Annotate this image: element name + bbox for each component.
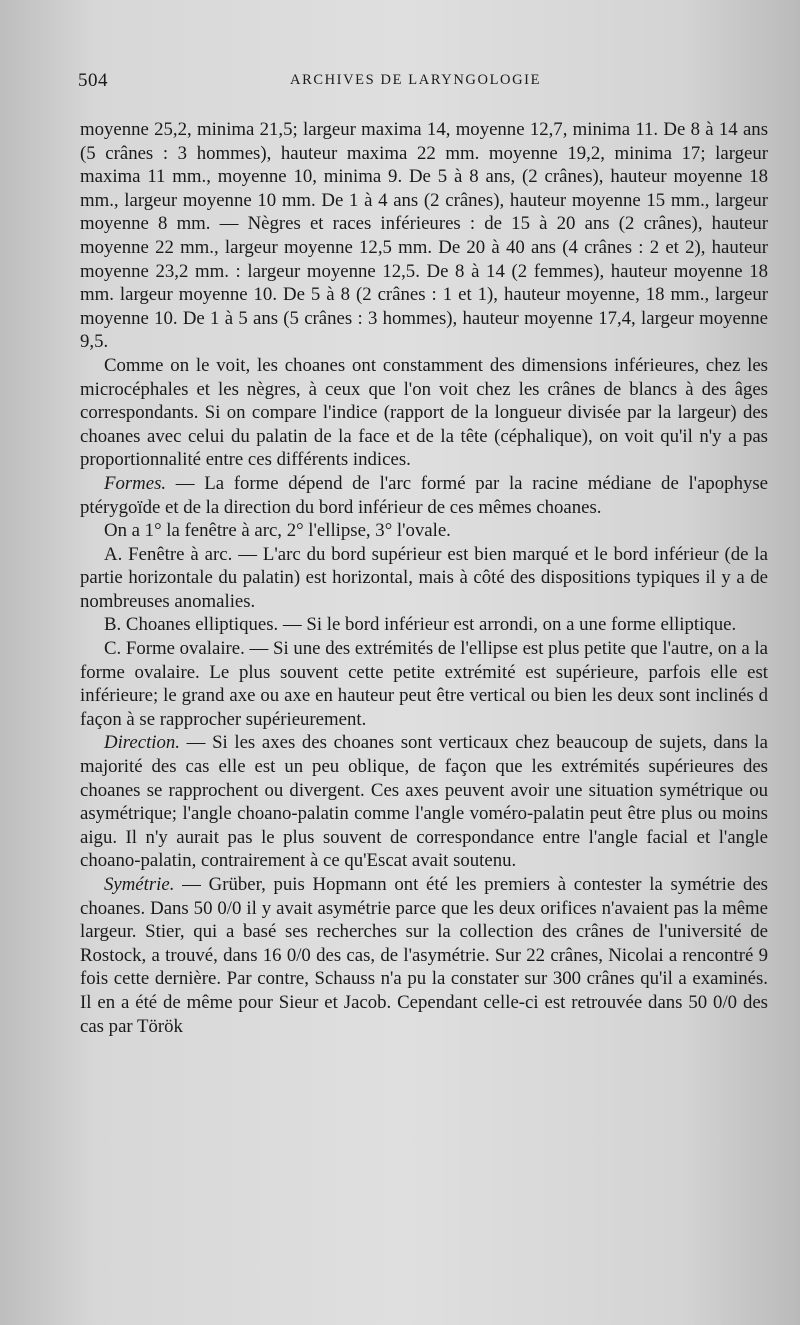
body-text: [80, 118, 768, 1038]
paragraph-text: — La forme dépend de l'arc formé par la racine médiane de l'apophyse ptérygoïde et de la direction du bord inférieur de ces mêmes choanes.: [80, 472, 768, 518]
paragraph-ovalaire: [80, 637, 768, 731]
paragraph-text: B. Choanes elliptiques. — Si le bord inférieur est arrondi, on a une forme elliptique.: [104, 614, 737, 636]
journal-title: ARCHIVES DE LARYNGOLOGIE: [290, 72, 542, 88]
paragraph-form-list: [80, 519, 768, 543]
section-lead: Formes.: [104, 472, 167, 494]
paragraph-text: C. Forme ovalaire. — Si une des extrémités de l'ellipse est plus petite que l'autre, on a la forme ovalaire. Le plus souvent cette petite extrémité est supérieure, parfois elle est inférieure; le grand axe ou axe en hauteur peut être vertical ou bien les deux sont inclinés d façon à se rapprocher supérieurement.: [80, 638, 768, 730]
paragraph-text: Comme on le voit, les choanes ont constamment des dimensions inférieures, chez les microcéphales et les nègres, à ceux que l'on voit chez les crânes de blancs à des âges correspondants. Si on compare l'indice (rapport de la longueur divisée par la largeur) des choanes avec celui du palatin de la face et de la tête (céphalique), on voit qu'il n'y a pas proportionnalité entre ces différents indices.: [80, 354, 768, 471]
paragraph-text: — Grüber, puis Hopmann ont été les premiers à contester la symétrie des choanes. Dans 50 0/0 il y avait asymétrie parce que les deux orifices n'avaient pas la même largeur. Stier, qui a basé ses recherches sur la collection des crânes de l'université de Rostock, a trouvé, dans 16 0/0 des cas, de l'asymétrie. Sur 22 crânes, Nicolai a rencontré 9 fois cette dernière. Par contre, Schauss n'a pu la constater sur 300 crânes qu'il a examinés. Il en a été de même pour Sieur et Jacob. Cependant celle-ci est retrouvée dans 50 0/0 des cas par Török: [80, 874, 768, 1037]
paragraph-formes: [80, 472, 768, 519]
section-lead: Symétrie.: [104, 874, 175, 895]
paragraph-direction: [80, 731, 768, 873]
paragraph-text: — Si les axes des choanes sont verticaux chez beaucoup de sujets, dans la majorité des cas elle est un peu oblique, de façon que les extrémités supérieures des choanes se rapprochent ou divergent. Ces axes peuvent avoir une situation symétrique ou asymétrique; l'angle choano-palatin comme l'angle voméro-palatin peut être plus ou moins aigu. Il n'y aurait pas le plus souvent de correspondance entre l'angle facial et l'angle choano-palatin, contrairement à ce qu'Escat avait soutenu.: [80, 732, 768, 872]
paragraph-symetrie: [80, 873, 768, 1038]
section-lead: Direction.: [104, 732, 180, 754]
paragraph-measurements: [80, 118, 768, 354]
running-head: [80, 68, 758, 96]
paragraph-text: moyenne 25,2, minima 21,5; largeur maxima 14, moyenne 12,7, minima 11. De 8 à 14 ans (5 crânes : 3 hommes), hauteur maxima 22 mm. moyenne 19,2, minima 17; largeur maxima 11 mm., moyenne 10, minima 9. De 5 à 8 ans, (2 crânes), hauteur moyenne 18 mm., largeur moyenne 10 mm. De 1 à 4 ans (2 crânes), hauteur moyenne 15 mm., largeur moyenne 8 mm. — Nègres et races inférieures : de 15 à 20 ans (2 crânes), hauteur moyenne 22 mm., largeur moyenne 12,5 mm. De 20 à 40 ans (4 crânes : 2 et 2), hauteur moyenne 23,2 mm. : largeur moyenne 12,5. De 8 à 14 (2 femmes), hauteur moyenne 18 mm. largeur moyenne 10. De 5 à 8 (2 crânes : 1 et 1), hauteur moyenne, 18 mm., largeur moyenne 10. De 1 à 5 ans (5 crânes : 3 hommes), hauteur moyenne 17,4, largeur moyenne 9,5.: [80, 119, 768, 353]
page-number: 504: [78, 70, 108, 91]
paragraph-text: On a 1° la fenêtre à arc, 2° l'ellipse, 3° l'ovale.: [104, 520, 451, 542]
paragraph-comparison: [80, 354, 768, 472]
paragraph-text: A. Fenêtre à arc. — L'arc du bord supérieur est bien marqué et le bord inférieur (de la partie horizontale du palatin) est horizontal, mais à côté des dispositions typiques il y a de nombreuses anomalies.: [80, 543, 768, 612]
paragraph-fenetre-arc: [80, 543, 768, 614]
paragraph-elliptiques: [80, 613, 768, 637]
